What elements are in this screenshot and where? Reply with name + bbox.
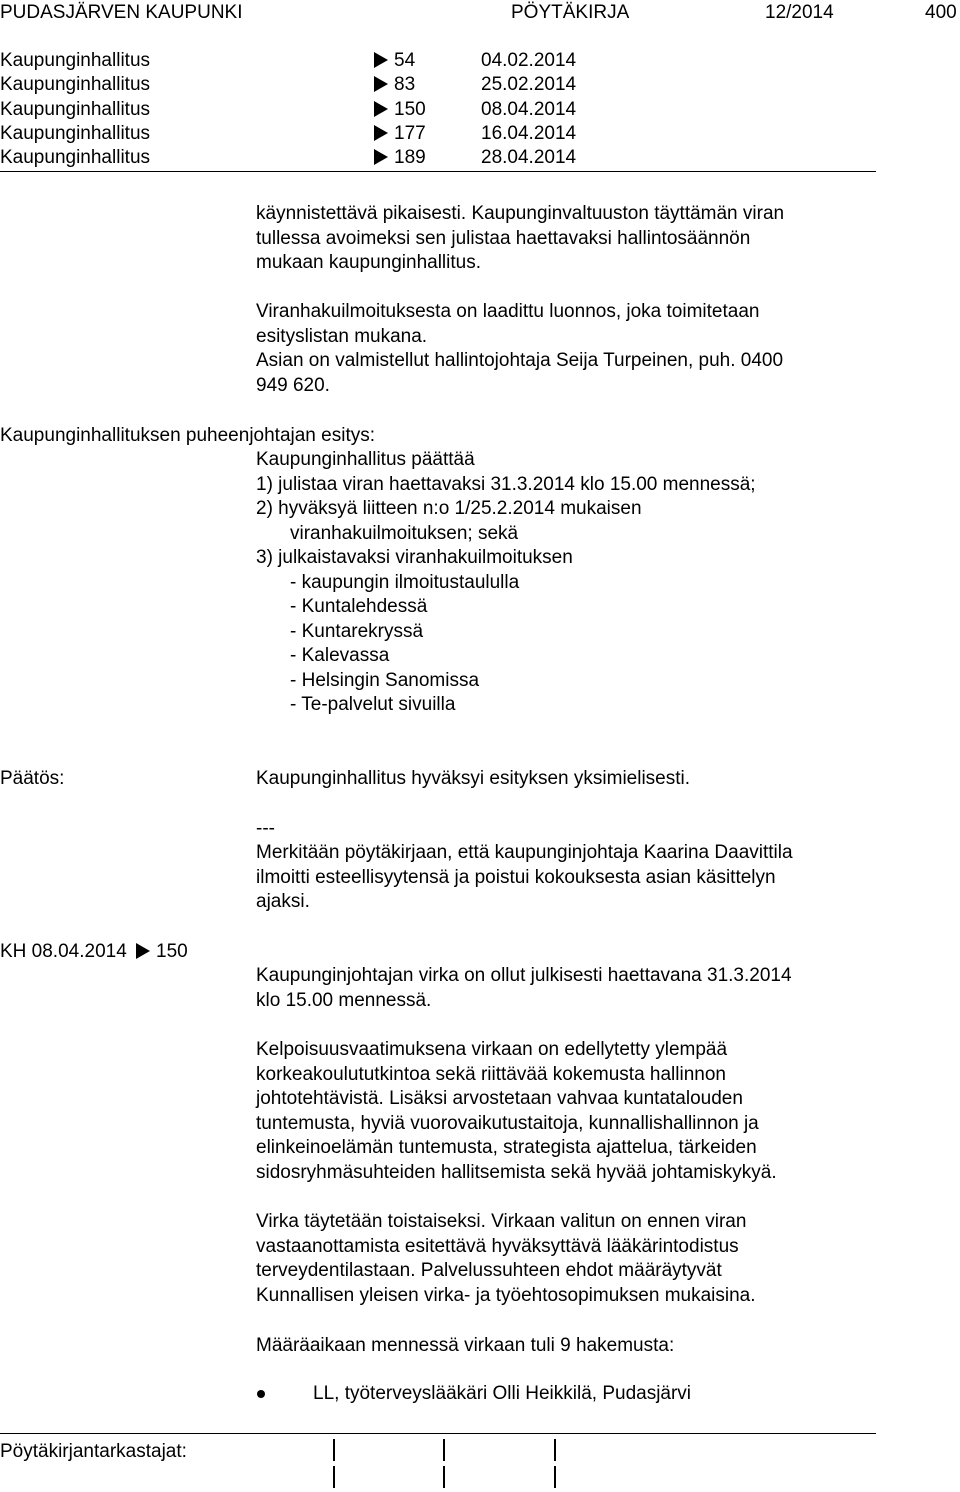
intro-paragraph-1: käynnistettävä pikaisesti. Kaupunginvaltuuston täyttämän viran tullessa avoimeksi sen julistaa haettavaksi hallintosäännön mukaan kaupunginhallitus. bbox=[256, 203, 785, 273]
history-divider bbox=[0, 171, 876, 172]
history-body: Kaupunginhallitus bbox=[0, 99, 151, 120]
section-arrow-icon bbox=[374, 149, 388, 165]
history-row-num: 189 bbox=[374, 146, 426, 170]
history-body: Kaupunginhallitus bbox=[0, 50, 151, 71]
history-row-num: 150 bbox=[374, 98, 426, 122]
signature-separator bbox=[333, 1439, 335, 1461]
proposal-item-2-cont: viranhakuilmoituksen; sekä bbox=[290, 523, 519, 544]
section-arrow-icon bbox=[374, 125, 388, 141]
history-row bbox=[0, 146, 150, 170]
kh-paragraph-4: Määräaikaan mennessä virkaan tuli 9 hakemusta: bbox=[256, 1335, 675, 1356]
history-row bbox=[0, 49, 150, 73]
proposal-item-1: 1) julistaa viran haettavaksi 31.3.2014 klo 15.00 mennessä; bbox=[256, 474, 756, 495]
decision-label: Päätös: bbox=[0, 768, 65, 789]
section-arrow-icon bbox=[136, 943, 150, 959]
proposal-heading: Kaupunginhallituksen puheenjohtajan esitys: bbox=[0, 425, 375, 446]
signature-separator bbox=[443, 1466, 445, 1488]
org-name: PUDASJÄRVEN KAUPUNKI bbox=[0, 2, 243, 23]
signature-separator bbox=[443, 1439, 445, 1461]
signature-separator bbox=[554, 1439, 556, 1461]
proposal-item-3: 3) julkaistavaksi viranhakuilmoituksen bbox=[256, 547, 573, 568]
doc-type: PÖYTÄKIRJA bbox=[511, 2, 630, 23]
signature-separator bbox=[554, 1466, 556, 1488]
history-row-num: 83 bbox=[374, 73, 415, 97]
channel-item: - Kuntalehdessä bbox=[290, 596, 428, 617]
history-body: Kaupunginhallitus bbox=[0, 123, 151, 144]
page-number: 400 bbox=[925, 2, 957, 23]
proposal-lead: Kaupunginhallitus päättää bbox=[256, 449, 475, 470]
history-body: Kaupunginhallitus bbox=[0, 147, 151, 168]
signature-separator bbox=[333, 1466, 335, 1488]
kh-number: 150 bbox=[156, 941, 188, 962]
section-arrow-icon bbox=[374, 101, 388, 117]
channel-item: - Te-palvelut sivuilla bbox=[290, 694, 456, 715]
kh-label: KH 08.04.2014 bbox=[0, 941, 127, 962]
intro-paragraph-3: Asian on valmistellut hallintojohtaja Seija Turpeinen, puh. 0400 949 620. bbox=[256, 350, 784, 396]
history-row-num: 54 bbox=[374, 49, 415, 73]
history-row-date: 25.02.2014 bbox=[481, 74, 577, 95]
kh-paragraph-1: Kaupunginjohtajan virka on ollut julkisesti haettavana 31.3.2014 klo 15.00 mennessä. bbox=[256, 965, 792, 1011]
history-body: Kaupunginhallitus bbox=[0, 74, 151, 95]
section-arrow-icon bbox=[374, 76, 388, 92]
kh-paragraph-3: Virka täytetään toistaiseksi. Virkaan valitun on ennen viran vastaanottamista esitettävä hyväksyttävä lääkärintodistus terveydentilastaan. Palvelussuhteen ehdot määräytyvät Kunnallisen yleisen virka- ja työehtosopimuksen mukaisina. bbox=[256, 1211, 756, 1306]
channel-item: - Kuntarekryssä bbox=[290, 621, 424, 642]
history-row bbox=[0, 98, 150, 122]
footer-divider bbox=[0, 1433, 876, 1434]
kh-paragraph-2: Kelpoisuusvaatimuksena virkaan on edellytetty ylempää korkeakoulututkintoa sekä riittävää kokemusta hallinnon johtotehtävistä. Lisäksi arvostetaan vahvaa kuntatalouden tuntemusta, hyviä vuorovaikutustaitoja, kunnallishallinnon ja elinkeinoelämän tuntemusta, strategista ajattelua, tärkeiden sidosryhmäsuhteiden hallitsemista sekä hyvää johtamiskykyä. bbox=[256, 1039, 777, 1183]
kh-reference bbox=[0, 940, 188, 964]
decision-separator: --- bbox=[256, 818, 275, 839]
footer-label: Pöytäkirjantarkastajat: bbox=[0, 1441, 187, 1462]
doc-number: 12/2014 bbox=[765, 2, 834, 23]
decision-note: Merkitään pöytäkirjaan, että kaupunginjohtaja Kaarina Daavittila ilmoitti esteellisyytensä ja poistui kokouksesta asian käsittelyn ajaksi. bbox=[256, 842, 793, 912]
history-row bbox=[0, 73, 150, 97]
channel-item: - kaupungin ilmoitustaululla bbox=[290, 572, 520, 593]
history-row-date: 16.04.2014 bbox=[481, 123, 577, 144]
channel-item: - Kalevassa bbox=[290, 645, 390, 666]
history-row-num: 177 bbox=[374, 122, 426, 146]
history-row bbox=[0, 122, 150, 146]
applicant-item: LL, työterveyslääkäri Olli Heikkilä, Pudasjärvi bbox=[313, 1383, 692, 1404]
channel-item: - Helsingin Sanomissa bbox=[290, 670, 480, 691]
history-row-date: 08.04.2014 bbox=[481, 99, 577, 120]
decision-text: Kaupunginhallitus hyväksyi esityksen yksimielisesti. bbox=[256, 768, 691, 789]
history-row-date: 04.02.2014 bbox=[481, 50, 577, 71]
proposal-item-2: 2) hyväksyä liitteen n:o 1/25.2.2014 mukaisen bbox=[256, 498, 642, 519]
section-arrow-icon bbox=[374, 52, 388, 68]
history-row-date: 28.04.2014 bbox=[481, 147, 577, 168]
intro-paragraph-2: Viranhakuilmoituksesta on laadittu luonnos, joka toimitetaan esityslistan mukana. bbox=[256, 301, 760, 347]
bullet-icon bbox=[257, 1390, 265, 1398]
